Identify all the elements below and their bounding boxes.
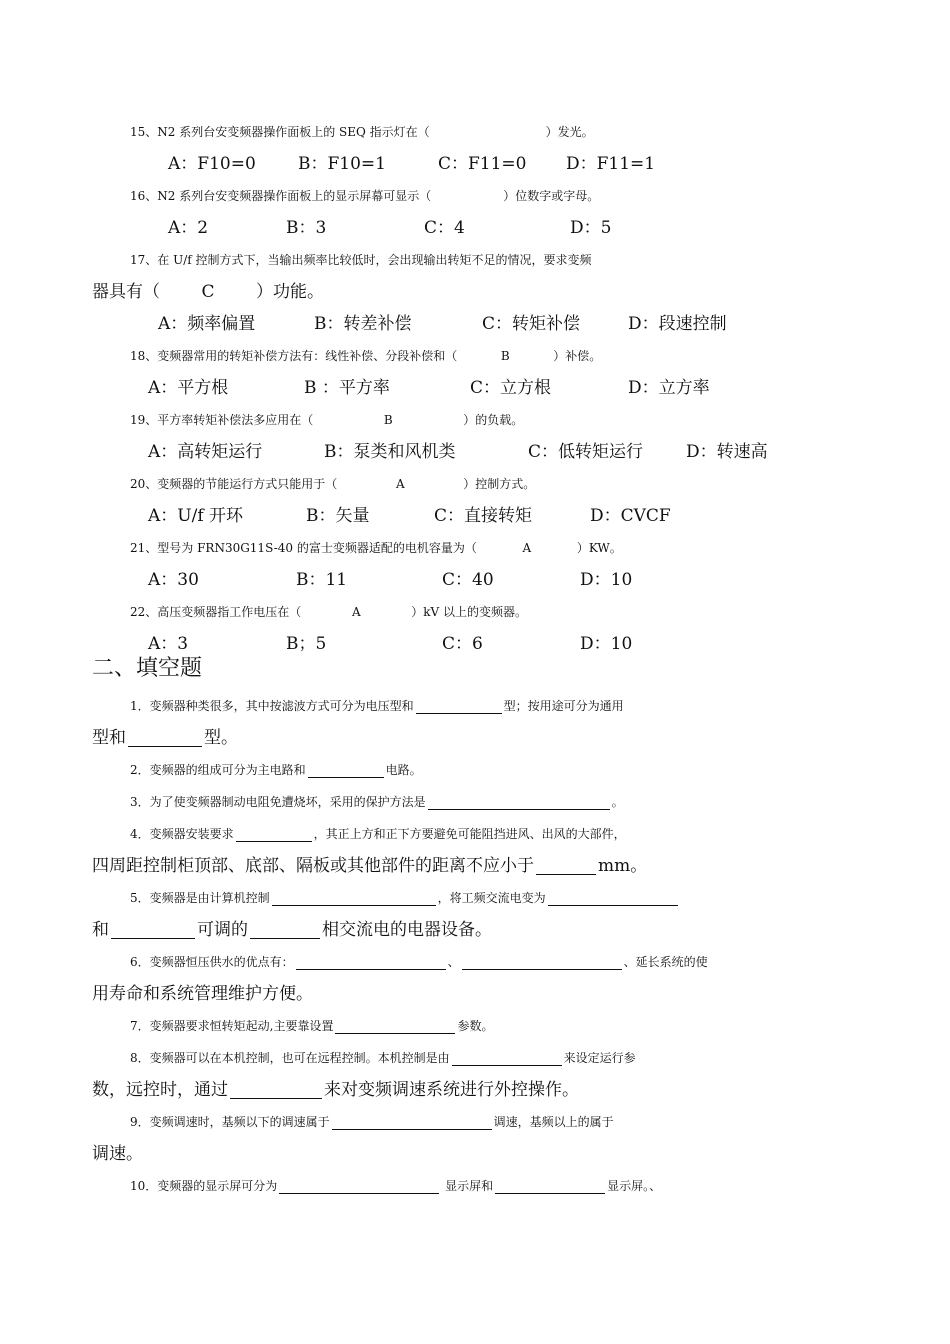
fill-question-4-cont bbox=[92, 852, 862, 880]
text: 可调的 bbox=[197, 920, 248, 940]
text: 数，远控时，通过 bbox=[92, 1080, 228, 1100]
blank-line[interactable] bbox=[536, 854, 596, 875]
fill-question-10 bbox=[92, 1172, 900, 1200]
blank-line[interactable] bbox=[428, 789, 610, 810]
options-17 bbox=[92, 310, 862, 338]
fill-question-8-cont bbox=[92, 1076, 862, 1104]
text: 2．变频器的组成可分为主电路和 bbox=[130, 763, 306, 777]
option-d: D：段速控制 bbox=[628, 314, 727, 334]
option-a: A：高转矩运行 bbox=[148, 442, 263, 462]
text: 和 bbox=[92, 920, 109, 940]
option-c: C：立方根 bbox=[470, 378, 552, 398]
answer-slot: C bbox=[201, 282, 215, 302]
option-b: B：3 bbox=[286, 218, 327, 238]
fill-question-5-cont bbox=[92, 916, 862, 944]
text: 电路。 bbox=[385, 763, 422, 777]
text: 型；按用途可分为通用 bbox=[503, 699, 624, 713]
question-20 bbox=[92, 470, 900, 498]
question-stem-end: ）控制方式。 bbox=[463, 477, 536, 491]
text: 、 bbox=[447, 955, 460, 969]
blank-line[interactable] bbox=[416, 693, 502, 714]
options-16 bbox=[92, 214, 862, 242]
options-18 bbox=[92, 374, 862, 402]
blank-line[interactable] bbox=[548, 885, 678, 906]
option-d: D：10 bbox=[580, 634, 633, 654]
blank-line[interactable] bbox=[335, 1013, 455, 1034]
question-stem-end: ）kV 以上的变频器。 bbox=[411, 605, 528, 619]
option-a: A：30 bbox=[148, 570, 199, 590]
question-21 bbox=[92, 534, 900, 562]
fill-question-6 bbox=[92, 948, 900, 976]
text: 参数。 bbox=[457, 1019, 494, 1033]
fill-question-5 bbox=[92, 884, 900, 912]
option-a: A：平方根 bbox=[148, 378, 229, 398]
fill-question-9-cont bbox=[92, 1140, 862, 1168]
question-17-cont bbox=[92, 278, 862, 306]
text: 5．变频器是由计算机控制 bbox=[130, 891, 270, 905]
text: 调速，基频以上的属于 bbox=[493, 1115, 614, 1129]
fill-question-7 bbox=[92, 1012, 900, 1040]
fill-question-1 bbox=[92, 692, 900, 720]
question-17 bbox=[92, 246, 900, 274]
answer-slot: A bbox=[395, 477, 405, 491]
fill-question-2 bbox=[92, 756, 900, 784]
question-stem: 16、N2 系列台安变频器操作面板上的显示屏幕可显示（ bbox=[130, 189, 432, 203]
fill-question-6-cont bbox=[92, 980, 862, 1008]
options-22 bbox=[92, 630, 862, 658]
text: 四周距控制柜顶部、底部、隔板或其他部件的距离不应小于 bbox=[92, 856, 534, 876]
text: 型和 bbox=[92, 728, 126, 748]
option-b: B；5 bbox=[286, 634, 327, 654]
question-stem: 21、型号为 FRN30G11S-40 的富士变频器适配的电机容量为（ bbox=[130, 541, 477, 555]
option-a: A：U/f 开环 bbox=[148, 506, 244, 526]
answer-slot: A bbox=[522, 541, 532, 555]
blank-line[interactable] bbox=[296, 949, 446, 970]
option-a: A：频率偏置 bbox=[158, 314, 256, 334]
text: 9．变频调速时，基频以下的调速属于 bbox=[130, 1115, 330, 1129]
question-stem: 20、变频器的节能运行方式只能用于（ bbox=[130, 477, 338, 491]
text: 6．变频器恒压供水的优点有： bbox=[130, 955, 294, 969]
blank-line[interactable] bbox=[462, 949, 622, 970]
option-d: D：10 bbox=[580, 570, 633, 590]
question-stem-end: ）发光。 bbox=[545, 125, 594, 139]
answer-slot: B bbox=[500, 349, 510, 363]
question-stem: 17、在 U/f 控制方式下，当输出频率比较低时，会出现输出转矩不足的情况，要求变频 bbox=[130, 253, 592, 267]
options-20 bbox=[92, 502, 862, 530]
question-stem-end: ）KW。 bbox=[576, 541, 622, 555]
text: 调速。 bbox=[92, 1144, 143, 1164]
option-b: B ：平方率 bbox=[304, 378, 390, 398]
answer-slot: A bbox=[351, 605, 361, 619]
text: 8．变频器可以在本机控制，也可在远程控制。本机控制是由 bbox=[130, 1051, 450, 1065]
option-c: C：直接转矩 bbox=[434, 506, 533, 526]
option-c: C：40 bbox=[442, 570, 494, 590]
fill-question-1-cont bbox=[92, 724, 862, 752]
fill-question-4 bbox=[92, 820, 900, 848]
question-16 bbox=[92, 182, 900, 210]
text: mm。 bbox=[598, 856, 648, 876]
text: 、延长系统的使 bbox=[623, 955, 708, 969]
text: 4．变频器安装要求 bbox=[130, 827, 234, 841]
text: 来设定运行参 bbox=[563, 1051, 636, 1065]
option-b: B：转差补偿 bbox=[314, 314, 412, 334]
options-19 bbox=[92, 438, 862, 466]
fill-question-9 bbox=[92, 1108, 900, 1136]
option-a: A：2 bbox=[168, 218, 209, 238]
question-stem-end: ）位数字或字母。 bbox=[503, 189, 600, 203]
option-b: B：矢量 bbox=[306, 506, 370, 526]
option-b: B：泵类和风机类 bbox=[324, 442, 456, 462]
question-22 bbox=[92, 598, 900, 626]
question-19 bbox=[92, 406, 900, 434]
text: 3．为了使变频器制动电阻免遭烧坏，采用的保护方法是 bbox=[130, 795, 426, 809]
section-title: 二、填空题 bbox=[92, 656, 203, 681]
blank-line[interactable] bbox=[452, 1045, 562, 1066]
blank-line[interactable] bbox=[332, 1109, 492, 1130]
fill-question-8 bbox=[92, 1044, 900, 1072]
blank-line[interactable] bbox=[272, 885, 436, 906]
question-stem: 19、平方率转矩补偿法多应用在（ bbox=[130, 413, 314, 427]
question-18 bbox=[92, 342, 900, 370]
text: 显示屏。、 bbox=[607, 1179, 662, 1193]
option-c: C：F11=0 bbox=[438, 154, 527, 174]
option-c: C：低转矩运行 bbox=[528, 442, 644, 462]
option-c: C：转矩补偿 bbox=[482, 314, 581, 334]
option-d: D：5 bbox=[570, 218, 612, 238]
option-d: D：转速高 bbox=[686, 442, 768, 462]
text: ，其正上方和正下方要避免可能阻挡进风、出风的大部件， bbox=[313, 827, 626, 841]
blank-line[interactable] bbox=[230, 1078, 322, 1099]
text: 相交流电的电器设备。 bbox=[322, 920, 492, 940]
fill-question-3 bbox=[92, 788, 900, 816]
question-stem-end: ）功能。 bbox=[256, 282, 324, 302]
question-stem-end: ）补偿。 bbox=[553, 349, 602, 363]
text: 型。 bbox=[204, 728, 238, 748]
blank-line[interactable] bbox=[495, 1173, 605, 1194]
question-stem: 15、N2 系列台安变频器操作面板上的 SEQ 指示灯在（ bbox=[130, 125, 430, 139]
question-15 bbox=[92, 118, 900, 146]
text: 来对变频调速系统进行外控操作。 bbox=[324, 1080, 579, 1100]
option-c: C：6 bbox=[442, 634, 483, 654]
question-stem: 器具有（ bbox=[92, 282, 160, 302]
text: 显示屏和 bbox=[441, 1179, 494, 1193]
option-c: C：4 bbox=[424, 218, 465, 238]
option-b: B：F10=1 bbox=[298, 154, 386, 174]
question-stem: 22、高压变频器指工作电压在（ bbox=[130, 605, 302, 619]
text: 用寿命和系统管理维护方便。 bbox=[92, 984, 313, 1004]
option-d: D：F11=1 bbox=[566, 154, 656, 174]
blank-line[interactable] bbox=[111, 918, 195, 939]
blank-line[interactable] bbox=[250, 918, 320, 939]
question-stem: 18、变频器常用的转矩补偿方法有：线性补偿、分段补偿和（ bbox=[130, 349, 458, 363]
answer-slot: B bbox=[383, 413, 393, 427]
blank-line[interactable] bbox=[128, 726, 202, 747]
options-21 bbox=[92, 566, 862, 594]
question-stem-end: ）的负载。 bbox=[463, 413, 524, 427]
blank-line[interactable] bbox=[279, 1173, 439, 1194]
option-d: D：立方率 bbox=[628, 378, 710, 398]
option-d: D：CVCF bbox=[590, 506, 671, 526]
options-15 bbox=[92, 150, 862, 178]
text: 7．变频器要求恒转矩起动,主要靠设置 bbox=[130, 1019, 334, 1033]
text: ，将工频交流电变为 bbox=[437, 891, 546, 905]
text: 1．变频器种类很多，其中按滤波方式可分为电压型和 bbox=[130, 699, 414, 713]
option-a: A：3 bbox=[148, 634, 189, 654]
option-b: B：11 bbox=[296, 570, 348, 590]
option-a: A：F10=0 bbox=[168, 154, 256, 174]
blank-line[interactable] bbox=[308, 757, 384, 778]
blank-line[interactable] bbox=[236, 821, 312, 842]
text: 10．变频器的显示屏可分为 bbox=[130, 1179, 278, 1193]
text: 。 bbox=[611, 795, 624, 809]
